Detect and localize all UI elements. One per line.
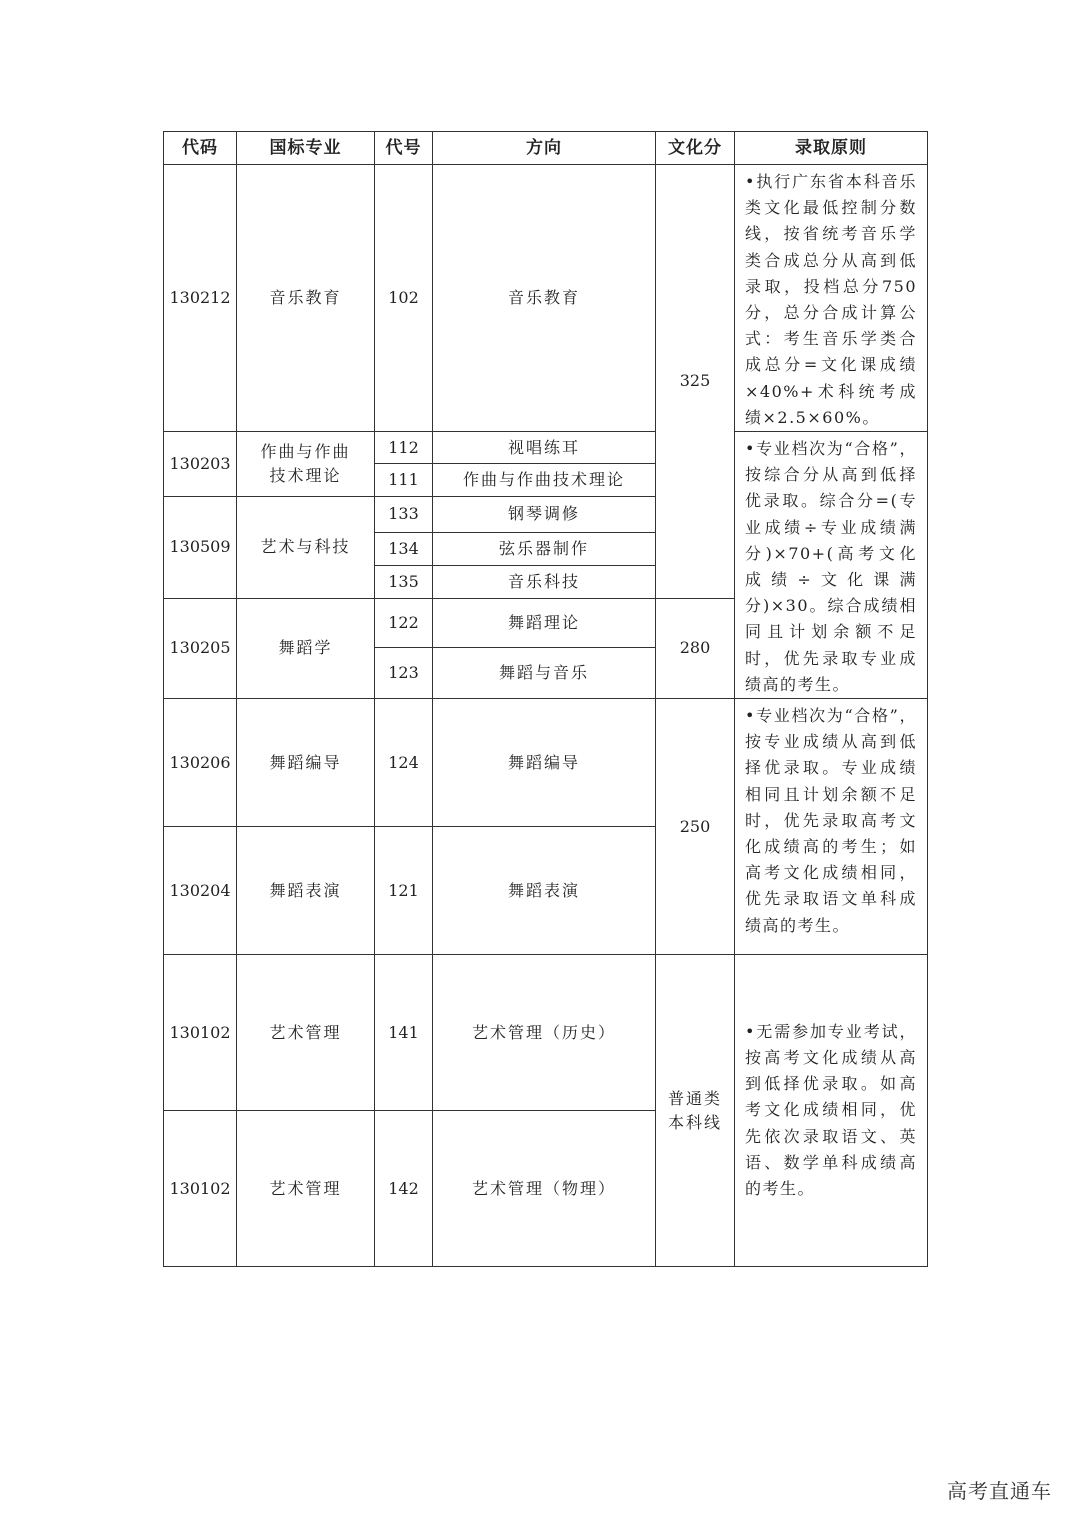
cell-principle: •执行广东省本科音乐类文化最低控制分数线，按省统考音乐学类合成总分从高到低录取，投档总分750分，总分合成计算公式：考生音乐学类合成总分=文化课成绩×40%+术科统考成绩×2.5×60%。	[735, 165, 928, 432]
cell-direction: 音乐科技	[433, 565, 656, 598]
admission-table	[163, 131, 928, 1267]
cell-principle: •专业档次为“合格”，按综合分从高到低择优录取。综合分=(专业成绩÷专业成绩满分)×70+(高考文化成绩÷文化课满分)×30。综合成绩相同且计划余额不足时，优先录取专业成绩高的考生。	[735, 432, 928, 699]
cell-num: 112	[375, 432, 433, 464]
table-row	[164, 955, 928, 1111]
header-row	[164, 132, 928, 165]
cell-num: 124	[375, 699, 433, 827]
cell-code: 130206	[164, 699, 237, 827]
cell-major: 舞蹈编导	[237, 699, 375, 827]
header-code: 代码	[164, 132, 237, 165]
header-direction: 方向	[433, 132, 656, 165]
cell-code: 130509	[164, 497, 237, 599]
cell-direction: 舞蹈编导	[433, 699, 656, 827]
cell-direction: 艺术管理（物理）	[433, 1111, 656, 1267]
cell-num: 142	[375, 1111, 433, 1267]
cell-major: 艺术管理	[237, 1111, 375, 1267]
cell-major: 舞蹈学	[237, 598, 375, 699]
header-culture: 文化分	[656, 132, 735, 165]
cell-direction: 视唱练耳	[433, 432, 656, 464]
cell-num: 134	[375, 532, 433, 565]
watermark-text: 高考直通车	[947, 1479, 1052, 1503]
header-major: 国标专业	[237, 132, 375, 165]
header-principle: 录取原则	[735, 132, 928, 165]
table-row	[164, 432, 928, 464]
cell-code: 130203	[164, 432, 237, 497]
cell-major: 艺术管理	[237, 955, 375, 1111]
cell-major: 作曲与作曲技术理论	[237, 432, 375, 497]
cell-direction: 舞蹈表演	[433, 827, 656, 955]
cell-num: 123	[375, 648, 433, 699]
cell-num: 102	[375, 165, 433, 432]
table-row	[164, 165, 928, 432]
cell-code: 130205	[164, 598, 237, 699]
cell-code: 130102	[164, 1111, 237, 1267]
cell-major: 音乐教育	[237, 165, 375, 432]
cell-direction: 作曲与作曲技术理论	[433, 464, 656, 497]
cell-num: 121	[375, 827, 433, 955]
cell-num: 122	[375, 598, 433, 648]
cell-direction: 音乐教育	[433, 165, 656, 432]
cell-code: 130102	[164, 955, 237, 1111]
cell-culture: 普通类本科线	[656, 955, 735, 1267]
table-row	[164, 699, 928, 827]
cell-direction: 舞蹈理论	[433, 598, 656, 648]
cell-principle: •无需参加专业考试，按高考文化成绩从高到低择优录取。如高考文化成绩相同，优先依次录取语文、英语、数学单科成绩高的考生。	[735, 955, 928, 1267]
header-num: 代号	[375, 132, 433, 165]
cell-direction: 舞蹈与音乐	[433, 648, 656, 699]
cell-num: 111	[375, 464, 433, 497]
cell-code: 130204	[164, 827, 237, 955]
cell-major: 艺术与科技	[237, 497, 375, 599]
cell-num: 135	[375, 565, 433, 598]
cell-culture: 280	[656, 598, 735, 699]
cell-culture: 325	[656, 165, 735, 599]
cell-num: 133	[375, 497, 433, 533]
cell-direction: 弦乐器制作	[433, 532, 656, 565]
cell-code: 130212	[164, 165, 237, 432]
cell-principle: •专业档次为“合格”，按专业成绩从高到低择优录取。专业成绩相同且计划余额不足时，优先录取高考文化成绩高的考生；如高考文化成绩相同，优先录取语文单科成绩高的考生。	[735, 699, 928, 955]
cell-num: 141	[375, 955, 433, 1111]
cell-major: 舞蹈表演	[237, 827, 375, 955]
cell-culture: 250	[656, 699, 735, 955]
cell-direction: 钢琴调修	[433, 497, 656, 533]
cell-direction: 艺术管理（历史）	[433, 955, 656, 1111]
